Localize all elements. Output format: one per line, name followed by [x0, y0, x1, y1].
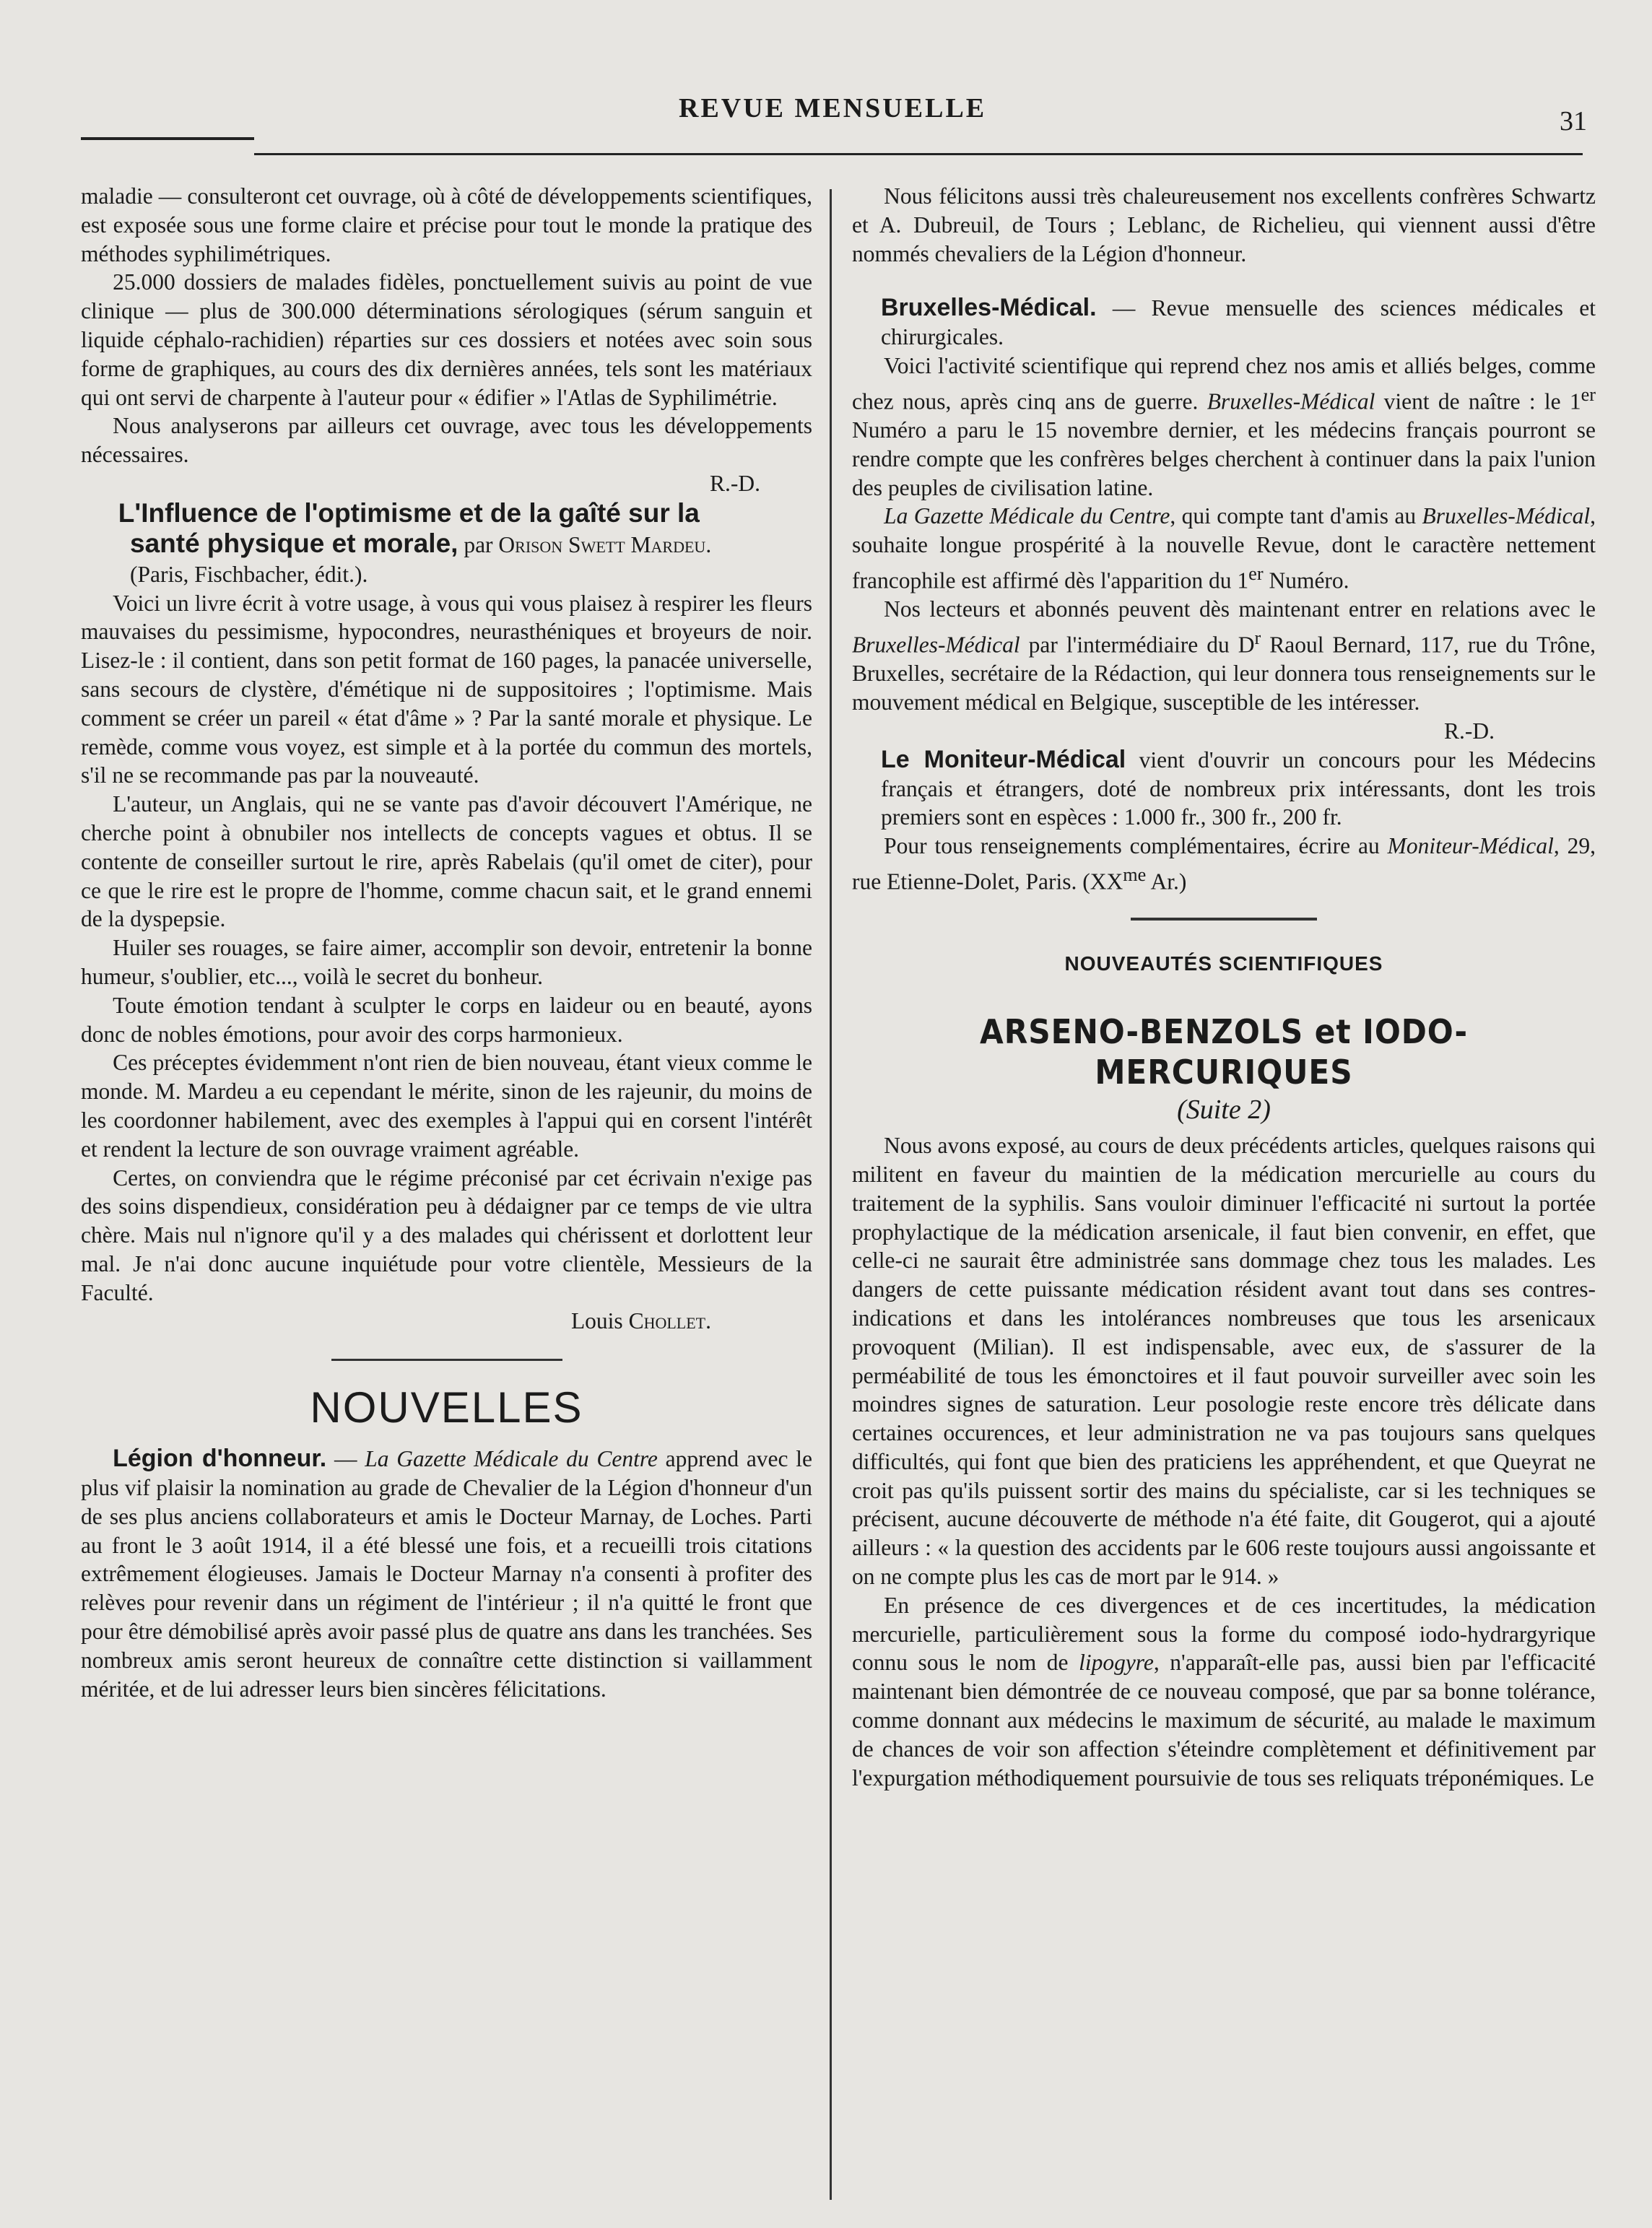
text: Raoul Bernard, 117, rue du Trône, Bruxelles, secrétaire de la Rédaction, qui leur donnera tous renseignements sur le mouvement médical en Belgique, susceptible de les intéresser.	[852, 632, 1596, 715]
column-separator	[830, 189, 832, 2200]
text: Ar.)	[1146, 869, 1187, 895]
section-title: NOUVELLES	[310, 1383, 583, 1432]
dash: —	[326, 1446, 365, 1472]
text: Voici l'activité scientifique qui reprend chez nos amis et alliés belges, comme chez nous, après cinq ans de guerre.	[852, 352, 1596, 414]
review-by: par	[458, 531, 499, 557]
superscript: r	[1254, 627, 1261, 649]
superscript: me	[1123, 864, 1147, 886]
left-column	[81, 182, 812, 1703]
text: , 29, rue Etienne-Dolet, Paris. (XX	[852, 833, 1596, 895]
header-rule	[254, 153, 1583, 155]
article-subtitle: (Suite 2)	[1177, 1095, 1271, 1126]
text: Numéro a paru le 15 novembre dernier, et les médecins français pourront se rendre compte que les confrères belges cherchent à continuer dans la paix l'union des peuples de civilisation latine.	[852, 417, 1596, 500]
signature-last: Chollet.	[628, 1308, 711, 1334]
paragraph	[852, 595, 1596, 717]
text: par l'intermédiaire du D	[1020, 632, 1255, 658]
signature: R.-D.	[1444, 718, 1495, 744]
source-name: La Gazette Médicale du Centre	[365, 1446, 658, 1472]
header-rule-left	[81, 137, 254, 140]
superscript: er	[1248, 563, 1264, 585]
text: Nos lecteurs et abonnés peuvent dès maintenant entrer en relations avec le	[884, 596, 1596, 622]
paragraph	[852, 352, 1596, 502]
text: En présence de ces divergences et de ces incertitudes, la médication mercurielle, particulièrement sous la forme du composé iodo-hydrargyrique connu sous le nom de	[852, 1592, 1596, 1676]
paragraph: Ces préceptes évidemment n'ont rien de bien nouveau, étant vieux comme le monde. M. Mardeu a eu cependant le mérite, sinon de les rajeunir, du moins de les coordonner habilement, avec des exemples à l'appui qui en corsent l'intérêt et rendent la lecture de son ouvrage vraiment agréable.	[81, 1050, 812, 1162]
paragraph	[852, 1591, 1596, 1793]
right-column	[852, 182, 1596, 1792]
article-title: ARSENO-BENZOLS et IODO-MERCURIQUES	[980, 1012, 1468, 1092]
text: , souhaite longue prospérité à la nouvelle Revue, dont le caractère nettement francophile est affirmé dès l'apparition du 1	[852, 503, 1596, 593]
news-text: — Revue mensuelle des sciences médicales et chirurgicales.	[881, 295, 1596, 350]
news-heading: Le Moniteur-Médical	[881, 745, 1126, 773]
journal-name: Bruxelles-Médical	[1422, 503, 1591, 529]
paragraph: L'auteur, un Anglais, qui ne se vante pas d'avoir découvert l'Amérique, ne cherche point à obnubiler nos intellects de concepts vagues et obtus. Il se contente de conseiller surtout le rire, après Rabelais (qu'il omet de citer), pour ce que le rire est le propre de l'homme, comme chacun sait, et le grand ennemi de la dyspepsie.	[81, 791, 812, 932]
paragraph	[852, 294, 1596, 352]
running-title: REVUE MENSUELLE	[679, 93, 987, 123]
paragraph: Certes, on conviendra que le régime préconisé par cet écrivain n'exige pas des soins dispendieux, considération peu à dédaigner par ce temps de vie ultra chère. Mais nul n'ignore qu'il y a des malades qui chérissent et dorlottent leur mal. Je n'ai donc aucune inquiétude pour votre clientèle, Messieurs de la Faculté.	[81, 1165, 812, 1305]
paragraph: Nous analyserons par ailleurs cet ouvrage, avec tous les développements nécessaires.	[81, 413, 812, 468]
paragraph	[852, 746, 1596, 832]
paragraph: 25.000 dossiers de malades fidèles, ponctuellement suivis au point de vue clinique — plus de 300.000 déterminations sérologiques (sérum sanguin et liquide céphalo-rachidien) réparties sur ces dossiers et notées avec soin sous forme de graphiques, au cours des dix dernières années, tels sont les matériaux qui ont servi de charpente à l'auteur pour « édifier » l'Atlas de Syphilimétrie.	[81, 269, 812, 410]
paragraph: Huiler ses rouages, se faire aimer, accomplir son devoir, entretenir la bonne humeur, s'oublier, etc..., voilà le secret du bonheur.	[81, 935, 812, 989]
text: , qui compte tant d'amis au	[1170, 503, 1422, 529]
text: , n'apparaît-elle pas, aussi bien par l'efficacité maintenant bien démontrée de ce nouveau composé, que par sa bonne tolérance, comme donnant aux médecins le maximum de sécurité, au malade le maximum de chances de voir son affection s'éteindre complètement et définitivement par l'expurgation méthodiquement poursuivie de tous ses reliquats tréponémiques. Le	[852, 1650, 1596, 1790]
journal-name: Moniteur-Médical	[1387, 833, 1554, 859]
journal-name: Bruxelles-Médical	[852, 632, 1020, 658]
signature: R.-D.	[710, 470, 760, 496]
paragraph	[81, 1445, 812, 1703]
review-title	[81, 498, 812, 560]
journal-name: Bruxelles-Médical	[1207, 388, 1375, 414]
page-number: 31	[1560, 106, 1587, 136]
journal-name: La Gazette Médicale du Centre	[884, 503, 1170, 529]
section-kicker: NOUVEAUTÉS SCIENTIFIQUES	[1064, 952, 1383, 975]
review-publisher: (Paris, Fischbacher, édit.).	[130, 561, 368, 587]
text: Pour tous renseignements complémentaires, écrire au	[884, 833, 1388, 859]
superscript: er	[1581, 383, 1596, 405]
paragraph	[852, 832, 1596, 896]
section-rule	[1131, 918, 1317, 921]
paragraph: Toute émotion tendant à sculpter le corps en laideur ou en beauté, ayons donc de nobles émotions, pour avoir des corps harmonieux.	[81, 992, 812, 1047]
paragraph: maladie — consulteront cet ouvrage, où à côté de développements scientifiques, est exposée sous une forme claire et précise pour tout le monde la pratique des méthodes syphilimétriques.	[81, 183, 812, 266]
text: vient de naître : le 1	[1375, 388, 1581, 414]
section-rule	[331, 1359, 562, 1361]
review-title-line2: santé physique et morale,	[130, 528, 458, 558]
news-text: vient d'ouvrir un concours pour les Médecins français et étrangers, doté de nombreux prix intéressants, dont les trois premiers sont en espèces : 1.000 fr., 300 fr., 200 fr.	[881, 747, 1596, 830]
news-heading: Légion d'honneur.	[113, 1445, 327, 1473]
paragraph: Voici un livre écrit à votre usage, à vous qui vous plaisez à respirer les fleurs mauvaises du pessimisme, hypocondres, neurasthéniques et broyeurs de noir. Lisez-le : il contient, dans son petit format de 160 pages, la panacée universelle, sans secours de clystère, d'émétique ni de suppositoires ; l'optimisme. Mais comment se créer un pareil « état d'âme » ? Par la santé morale et physique. Le remède, comme vous voyez, est simple et à la portée du commun des mortels, s'il ne se recommande pas par la nouveauté.	[81, 590, 812, 788]
text: Numéro.	[1263, 567, 1349, 593]
paragraph	[852, 502, 1596, 595]
review-author: Orison Swett Mardeu.	[498, 531, 712, 557]
drug-name: lipogyre	[1079, 1650, 1154, 1676]
paragraph: Nous félicitons aussi très chaleureusement nos excellents confrères Schwartz et A. Dubreuil, de Tours ; Leblanc, de Richelieu, qui viennent aussi d'être nommés chevaliers de la Légion d'honneur.	[852, 183, 1596, 266]
review-title-line1: L'Influence de l'optimisme et de la gaîté sur la	[118, 497, 700, 528]
signature	[81, 1307, 812, 1336]
signature-first: Louis	[570, 1308, 629, 1334]
paragraph: Nous avons exposé, au cours de deux précédents articles, quelques raisons qui militent en faveur du maintien de la médication mercurielle au cours du traitement de la syphilis. Sans vouloir diminuer l'efficacité ni surtout la portée prophylactique de la médication arsenicale, il faut bien convenir, en effet, que celle-ci ne saurait être administrée sans dommage chez tous les malades. Les dangers de cette puissante médication résident avant tout dans ses contres-indications et dans les intolérances nombreuses que tous les arsenicaux provoquent (Milian). Il est indispensable, avec eux, de s'assurer de la perméabilité de tous les émonctoires et il faut pouvoir surveiller avec soin les moindres signes de saturation. Leur posologie reste encore très délicate dans certaines occurences, et leur administration ne va pas toujours sans quelques difficultés, qui font que bien des praticiens les appréhendent, et que Queyrat ne croit pas qu'ils puissent sortir des mains du spécialiste, car si les techniques se précisent, aucune découverte de méthode n'a été faite, dit Gougerot, qui a ajouté ailleurs : « la question des accidents par le 606 reste toujours aussi angoissante et on ne compte plus les cas de mort par le 914. »	[852, 1133, 1596, 1590]
news-text: apprend avec le plus vif plaisir la nomination au grade de Chevalier de la Légion d'honneur d'un de ses plus anciens collaborateurs et amis le Docteur Marnay, de Loches. Parti au front le 3 août 1914, il a été blessé une fois, et a recueilli trois citations extrêmement élogieuses. Jamais le Docteur Marnay n'a consenti à profiter des relèves pour revenir dans un régiment de l'intérieur ; il n'a quitté le front que pour être démobilisé après avoir passé plus de quatre ans dans les tranchées. Ses nombreux amis seront heureux de connaître cette distinction si vaillamment méritée, et de lui adresser leurs bien sincères félicitations.	[81, 1446, 812, 1702]
spacer	[852, 268, 1596, 294]
news-heading: Bruxelles-Médical.	[881, 294, 1097, 322]
